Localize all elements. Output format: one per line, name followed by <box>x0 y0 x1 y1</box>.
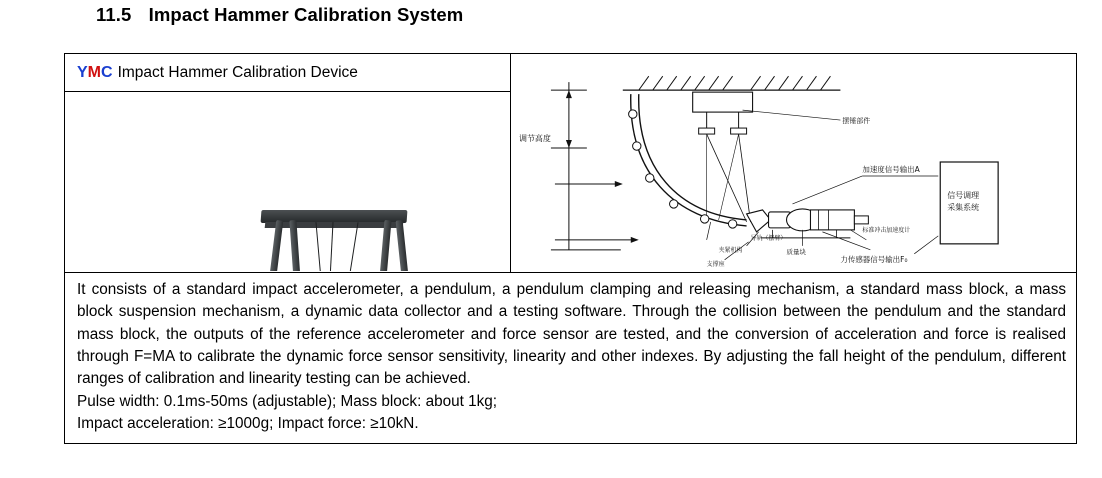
ymc-logo <box>77 64 113 82</box>
schematic-label-mass-block: 质量块 <box>786 247 806 256</box>
spec-line-pulse-width: Pulse width: 0.1ms-50ms (adjustable); Mass block: about 1kg; <box>77 392 498 410</box>
product-info-table <box>64 53 1077 444</box>
schematic-label-force-output: 力传感器信号输出F₀ <box>840 254 908 264</box>
device-name-label: Impact Hammer Calibration Device <box>117 63 358 81</box>
section-number: 11.5 <box>96 4 132 25</box>
schematic-cell <box>511 54 1076 272</box>
schematic-label-signal-system-2: 采集系统 <box>947 202 980 212</box>
suspension-wire <box>315 222 321 271</box>
suspension-wire <box>348 222 358 271</box>
rig-top-beam-shadow <box>265 222 404 228</box>
section-title-text: Impact Hammer Calibration System <box>148 4 464 25</box>
logo-letter-y: Y <box>77 63 88 81</box>
logo-letter-m: M <box>87 63 101 81</box>
logo-letter-c: C <box>101 63 113 81</box>
schematic-label-std-accel: 标准冲击加速度计 <box>862 226 911 234</box>
calibration-schematic <box>511 54 1076 272</box>
suspension-wire <box>329 222 333 271</box>
table-row <box>65 54 1076 272</box>
page-title <box>96 4 463 26</box>
schematic-label-clamp: 夹紧机构 <box>718 246 743 254</box>
description-paragraph: It consists of a standard impact accelerometer, a pendulum, a pendulum clamping and releasing mechanism, a standard mass block, a mass block suspension mechanism, a dynamic data collector and a testing software. Through the collision between the pendulum and the standard mass block, the outputs of the reference accelerometer and force sensor are tested, and the conversion of acceleration and force is realised through F=MA to calibrate the dynamic force sensor sensitivity, linearity and other indexes. By adjusting the fall height of the pendulum, different ranges of calibration and linearity testing can be achieved. <box>77 281 1066 388</box>
pendulum-rig-illustration <box>65 92 510 271</box>
schematic-label-signal-system-1: 信号调理 <box>947 190 980 200</box>
rig-leg <box>396 220 414 271</box>
schematic-label-pendulum-part: 摆锤部件 <box>842 117 871 126</box>
device-image-cell <box>65 54 511 272</box>
spec-line-impact: Impact acceleration: ≥1000g; Impact force: ≥10kN. <box>77 414 419 432</box>
schematic-label-support: 支撑座 <box>706 260 725 268</box>
device-photo <box>65 92 510 271</box>
schematic-label-rail: 导轨（摆臂） <box>750 234 787 242</box>
schematic-label-accel-output: 加速度信号输出A <box>862 164 920 174</box>
description-cell <box>65 272 1076 443</box>
schematic-label-height-adjust: 调节高度 <box>518 134 551 144</box>
device-title-row <box>65 54 510 92</box>
